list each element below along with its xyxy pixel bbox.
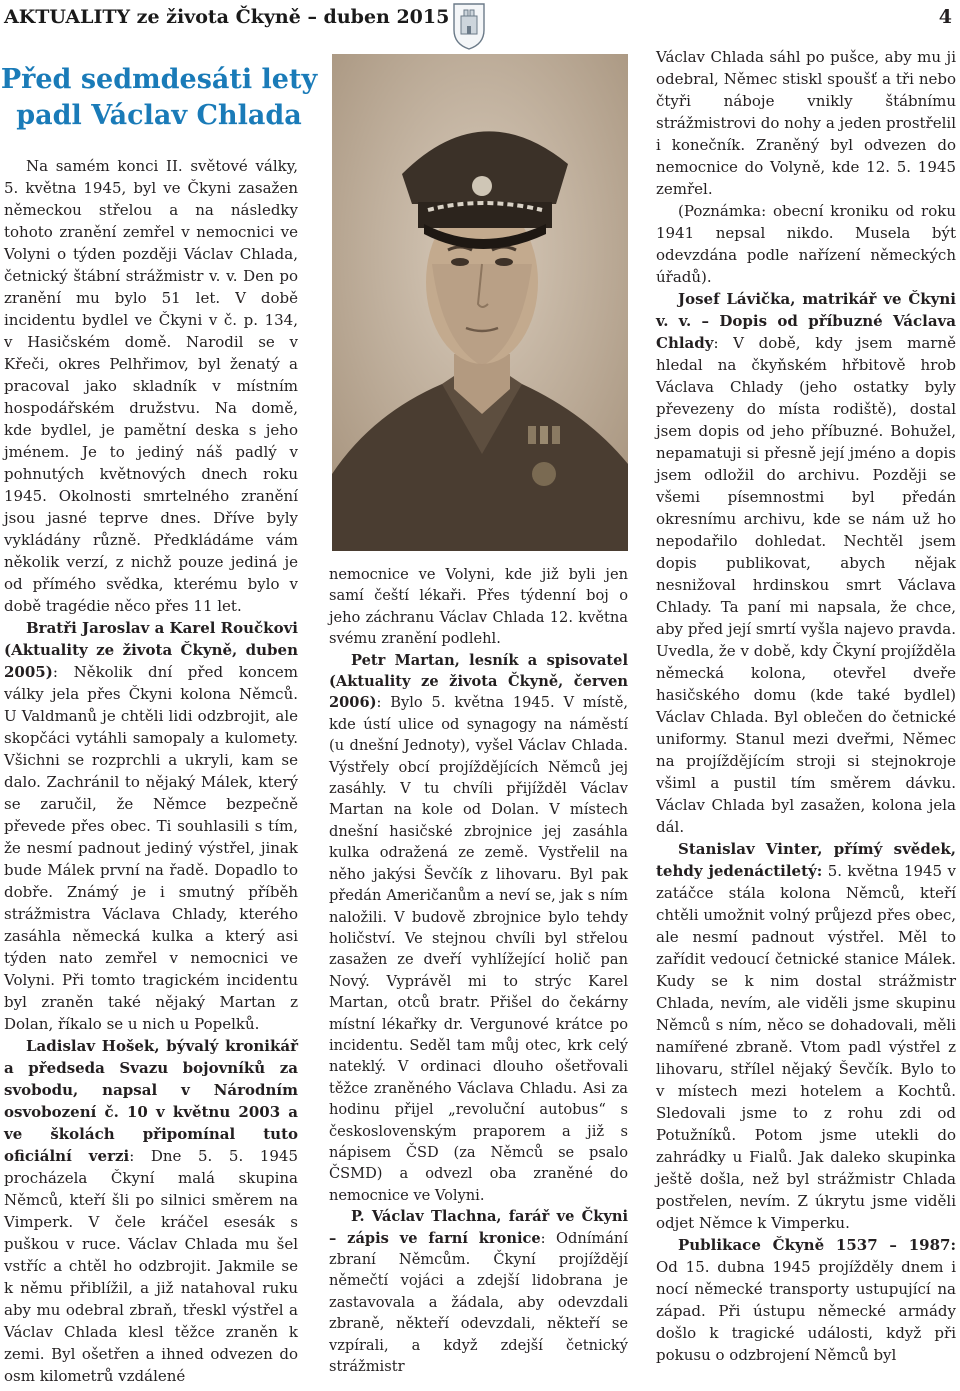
signature-lavicka: Josef Lávička, matrikář ve Čkyni v. v.	[656, 290, 956, 330]
paragraph-rouckovi	[4, 617, 298, 1035]
page-number: 4	[938, 6, 952, 28]
headline-line-2: padl Václav Chlada	[16, 100, 302, 131]
text-lavicka: : V době, kdy jsem marně hledal na čkyňském hřbitově hrob Václava Chlady (jeho ostatky byly převezeny do místa rodiště), dostal jsem dopis od jeho příbuzné. Bohužel, nepamatuji si přesně její jméno a dopis jsem odložil do archivu. Později se všemi písemnostmi byl předán okresnímu archivu, kde se nám už ho nepodařilo dohledat. Nechtěl jsem dopis publikovat, abych nějak nesnižoval hrdinskou smrt Václava Chlady. Ta paní mi napsala, že chce, aby před její smrtí vyšla najevo pravda. Uvedla, že v době, kdy Čkyní projížděla německá kolona, otevřel dveře hasičského domu (kde také bydlel) Václav Chlada. Byl oblečen do četnické uniformy. Stanul mezi dveřmi, Němec na projíždějícím stroji si stejnokroje všiml a pustil tím směrem dávku. Václav Chlada byl zasažen, kolona jela dál.	[656, 334, 956, 836]
column-3	[656, 46, 956, 1366]
source-tlachna: P. Václav Tlachna, farář ve Čkyni – zápis ve farní kronice	[329, 1208, 628, 1247]
crest-icon	[452, 2, 486, 50]
paragraph-continuation-2: Václav Chlada sáhl po pušce, aby mu ji odebral, Němec stiskl spoušť a tři nebo čtyři náboje vnikly štábnímu strážmistrovi do nohy a jeden prostřelil i konečník. Zraněný byl odvezen do nemocnice do Volyně, kde 12. 5. 1945 zemřel.	[656, 48, 956, 198]
paragraph-tlachna	[329, 1206, 628, 1377]
portrait-photo	[332, 54, 628, 551]
source-rouckovi: Bratři Jaroslav a Karel Roučkovi (Aktuality ze života Čkyně, duben 2005)	[4, 619, 298, 681]
paragraph-lavicka	[656, 288, 956, 838]
source-vinter: Stanislav Vinter, přímý svědek, tehdy jedenáctiletý:	[656, 840, 956, 880]
paragraph-hosek	[4, 1035, 298, 1387]
text-vinter: 5. května 1945 v zatáčce stála kolona Němců, kteří chtěli umožnit volný průjezd přes obec, ale nesmí padnout výstřel. Měl to zařídit vedoucí četnické stanice Málek. Kudy se k nim dostal strážmistr Chlada, nevím, ale viděli jsme skupinu Němců s ním, něco se dohadovali, měli namířené zbraně. Vtom padl výstřel z lihovaru, střílel nějaký Ševčík. Bylo to v místech mezi hotelem a Kochtů. Sledovali jsme to z rohu zdi od Potužníků. Potom jsme utekli do zahrádky u Fialů. Jak daleko skupinka ještě došla, než byl strážmistr Chlada postřelen, nevím. Z úkrytu jsme viděli odjet Němce k Vimperku.	[656, 862, 956, 1232]
column-2	[329, 564, 628, 1377]
source-hosek: Ladislav Hošek, bývalý kronikář a předseda Svazu bojovníků za svobodu, napsal v Národním osvobození č. 10 v květnu 2003 a ve školách připomínal tuto oficiální verzi	[4, 1037, 298, 1165]
paragraph-note: (Poznámka: obecní kroniku od roku 1941 nepsal nikdo. Musela být odevzdána podle nařízení německých úřadů).	[656, 202, 956, 286]
paragraph-intro: Na samém konci II. světové války, 5. května 1945, byl ve Čkyni zasažen německou střelou a na následky tohoto zranění zemřel v nemocnici ve Volyni o týden později Václav Chlada, četnický štábní strážmistr v. v. Den po zranění mu bylo 51 let. V době incidentu bydlel ve Čkyni v č. p. 134, v Hasičském domě. Narodil se v Křeči, okres Pelhřimov, byl ženatý a pracoval jako skladník v místním hospodářském družstvu. Na domě, kde bydlel, je pamětní deska s jeho jménem. Je to jediný náš padlý v pohnutých květnových dnech roku 1945. Okolnosti smrtelného zranění jsou jasné teprve dnes. Dříve byly vykládány různě. Předkládáme vám několik verzí, z nichž pouze jediná je od přímého svědka, kterému bylo v době tragédie něco přes 11 let.	[4, 157, 298, 615]
running-header: AKTUALITY ze života Čkyně – duben 2015	[4, 6, 450, 28]
paragraph-martan	[329, 650, 628, 1207]
paragraph-publikace	[656, 1234, 956, 1366]
source-lavicka: – Dopis od příbuzné Václava Chlady	[656, 312, 956, 352]
source-publikace: Publikace Čkyně 1537 – 1987:	[678, 1236, 956, 1254]
paragraph-continuation: nemocnice ve Volyni, kde již byli jen samí čeští lékaři. Přes týdenní boj o jeho záchranu Václav Chlada 12. května svému zranění podlehl.	[329, 566, 628, 648]
text-hosek: : Dne 5. 5. 1945 procházela Čkyní malá skupina Němců, kteří šli po silnici směrem na Vimperk. V čele kráčel esesák s puškou v ruce. Václav Chlada mu šel vstříc a chtěl ho odzbrojit. Jakmile se k němu přiblížil, a již natahoval ruku aby mu odebral zbraň, třeskl výstřel a Václav Chlada klesl těžce zraněn k zemi. Byl ošetřen a ihned odvezen do osm kilometrů vzdálené	[4, 1147, 298, 1385]
text-publikace: Od 15. dubna 1945 projížděly dnem i nocí německé transporty ustupující na západ. Při ústupu německé armády došlo k tragické události, když při pokusu o odzbrojení Němců byl	[656, 1258, 956, 1364]
source-martan: Petr Martan, lesník a spisovatel (Aktuality ze života Čkyně, červen 2006)	[329, 651, 628, 712]
paragraph-vinter	[656, 838, 956, 1234]
text-tlachna: : Odnímání zbraní Němcům. Čkyní projíždějí němečtí vojáci a zdejší lidobrana je zastavovala a žádala, aby odevzdali zbraně, někteří odevzdali, někteří se vzpírali, a když zdejší četnický strážmistr	[329, 1229, 628, 1376]
text-martan: : Bylo 5. května 1945. V místě, kde ústí ulice od synagogy na náměstí (u dnešní Jednoty), vyšel Václav Chlada. Výstřely obcí projíždějících Němců jej zasáhly. V tu chvíli přijížděl Václav Martan na kole od Dolan. V místech dnešní hasičské zbrojnice jej zasáhla kulka odražená ze země. Vystřelil na něho jakýsi Ševčík z lihovaru. Byl pak předán Američanům a neví se, jak s ním naložili. V budově zbrojnice bylo tehdy holičství. Ve stejnou chvíli byl střelou zasažen ze dveří vyhlížející holič pan Nový. Vyprávěl mi to strýc Karel Martan, otců bratr. Přišel do čekárny místní lékařky dr. Vergunové krátce po incidentu. Seděl tam můj otec, krk celý nateklý. V ordinaci dlouho ošetřovali těžce zraněného Václava Chladu. Asi za hodinu přijel „revoluční autobus“ s československým praporem a již s nápisem ČSD (za Němců se psalo ČSMD) a odvezl oba zraněné do nemocnice ve Volyni.	[329, 694, 628, 1204]
column-1	[4, 155, 298, 1387]
text-rouckovi: : Několik dní před koncem války jela přes Čkyni kolona Němců. U Valdmanů je chtěli lidi odzbrojit, ale skopčáci vytáhli samopaly a kulomety. Všichni se rozprchli a ukryli, kam se dalo. Zachránil to nějaký Málek, který se zaručil, že Němce bezpečně převede přes obec. Ti souhlasili s tím, že nesmí padnout jediný výstřel, jinak bude Málek první na řadě. Dopadlo to dobře. Známý je i smutný příběh strážmistra Václava Chlady, kterého zasáhla německá kulka a který asi týden nato zemřel v nemocnici ve Volyni. Při tomto tragickém incidentu byl zraněn také nějaký Martan z Dolan, říkalo se u nich u Popelků.	[4, 663, 298, 1033]
headline-line-1: Před sedmdesáti lety	[0, 64, 318, 95]
article-headline	[0, 62, 318, 134]
